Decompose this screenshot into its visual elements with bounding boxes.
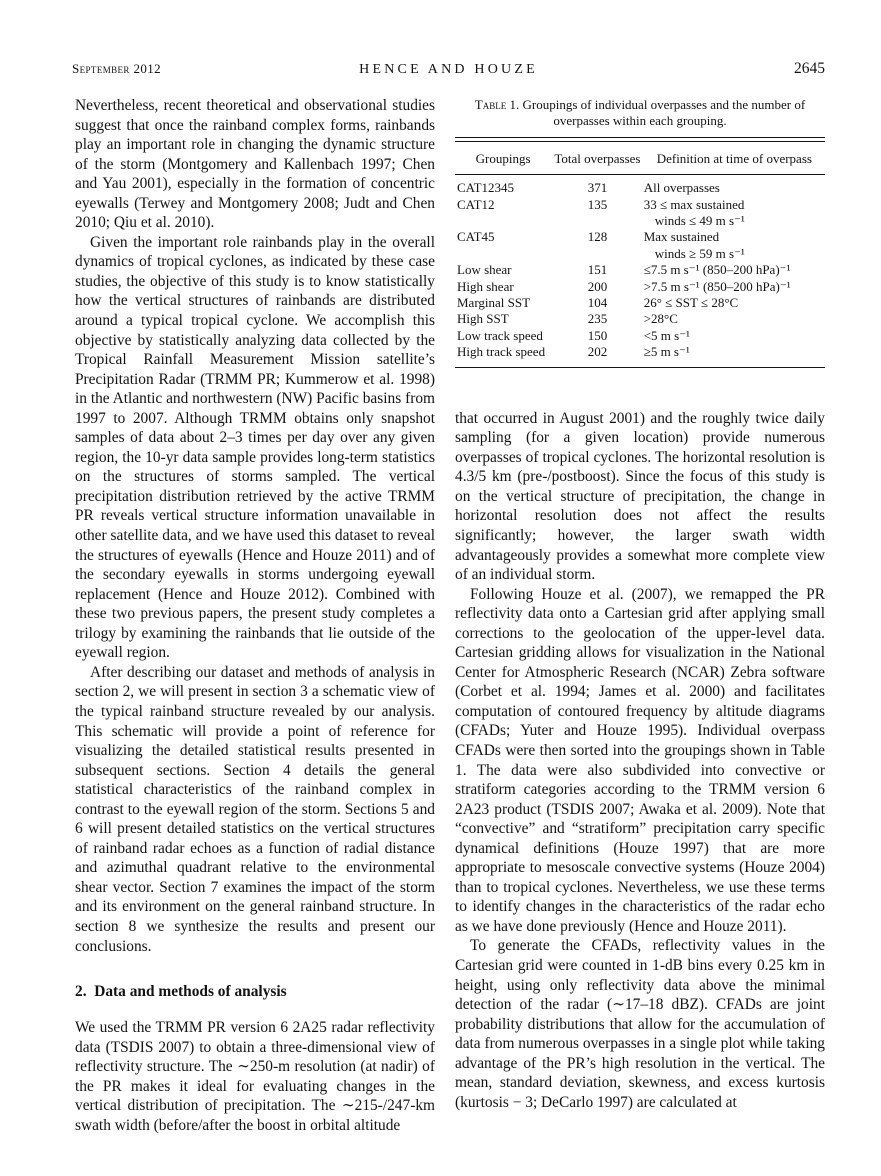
- table-caption: [463, 97, 817, 130]
- cell-total: 235: [587, 311, 608, 327]
- cell-grouping: Low shear: [457, 262, 512, 278]
- cell-total: 104: [587, 295, 608, 311]
- running-title: HENCE AND HOUZE: [359, 62, 538, 77]
- cell-grouping: CAT12: [457, 196, 495, 212]
- cell-grouping: Low track speed: [457, 327, 543, 343]
- cell-total: 128: [587, 229, 608, 245]
- paragraph: We used the TRMM PR version 6 2A25 radar reflectivity data (TSDIS 2007) to obtain a three-dimensional view of reflectivity structure. The ∼250-m resolution (at nadir) of the PR makes it ideal for evaluating changes in the vertical distribution of precipitation. The ∼215-/247-km swath width (before/after the boost in orbital altitude: [75, 1019, 435, 1134]
- body-columns: [75, 96, 825, 1135]
- table-row: [455, 279, 825, 295]
- paragraph: that occurred in August 2001) and the roughly twice daily sampling (for a given location) provide numerous overpasses of tropical cyclones. The horizontal resolution is 4.3/5 km (pre-/postboost). Since the focus of this study is on the vertical structure of precipitation, the change in horizontal resolution does not affect the results significantly; however, the larger swath width advantageously provides a somewhat more complete view of an individual storm.: [455, 409, 825, 584]
- table-row: [455, 229, 825, 262]
- table-caption-text: Groupings of individual overpasses and the number of overpasses within each grouping.: [522, 97, 806, 129]
- page-header: [72, 60, 825, 78]
- paragraph: To generate the CFADs, reflectivity values in the Cartesian grid were counted in 1-dB bins every 0.25 km in height, using only reflectivity data above the minimal detection of the radar (∼17–18 dBZ). CFADs are joint probability distributions that allow for the accumulation of data from numerous overpasses in a single plot while taking advantage of the PR’s high resolution in the vertical. The mean, standard deviation, skewness, and excess kurtosis (kurtosis − 3; DeCarlo 1997) are calculated at: [455, 937, 825, 1111]
- table-body: [455, 175, 825, 366]
- cell-total: 200: [587, 278, 608, 294]
- cell-grouping: High SST: [457, 311, 509, 327]
- table-caption-label: Table 1.: [474, 97, 520, 112]
- cell-total: 371: [587, 180, 608, 196]
- cell-definition: ≥5 m s⁻¹: [643, 344, 690, 360]
- column-header-definition: Definition at time of overpass: [656, 150, 812, 166]
- cell-definition: >7.5 m s⁻¹ (850–200 hPa)⁻¹: [643, 278, 791, 294]
- section-heading: 2. Data and methods of analysis: [75, 983, 287, 1001]
- column-header-groupings: Groupings: [475, 150, 531, 166]
- cell-definition: All overpasses: [643, 180, 720, 196]
- cell-definition: >28°C: [643, 311, 678, 327]
- table-header-row: [455, 142, 825, 174]
- table-row: [455, 180, 825, 196]
- cell-grouping: High shear: [457, 278, 514, 294]
- cell-grouping: Marginal SST: [457, 295, 531, 311]
- cell-definition: <5 m s⁻¹: [643, 327, 690, 343]
- right-column: [455, 96, 825, 1135]
- cell-total: 151: [587, 262, 608, 278]
- page-number: 2645: [794, 60, 825, 77]
- cell-grouping: CAT45: [457, 229, 495, 245]
- paragraph: Following Houze et al. (2007), we remapped the PR reflectivity data onto a Cartesian grid after applying small corrections to the geolocation of the upper-level data. Cartesian gridding allows for visualization in the National Center for Atmospheric Research (NCAR) Zebra software (Corbet et al. 1994; James et al. 2000) and facilitates computation of contoured frequency by altitude diagrams (CFADs; Yuter and Houze 1995). Individual overpass CFADs were then sorted into the groupings shown in Table 1. The data were also subdivided into convective or stratiform categories according to the TRMM version 6 2A23 product (TSDIS 2007; Awaka et al. 2009). Note that “convective” and “stratiform” precipitation carry specific dynamical definitions (Houze 1997) that are more appropriate to mesoscale convective systems (Houze 2004) than to tropical cyclones. Nevertheless, we use these terms to identify changes in the characteristics of the radar echo as we have done previously (Hence and Houze 2011).: [455, 585, 825, 935]
- cell-grouping: CAT12345: [457, 180, 515, 196]
- table-row: [455, 197, 825, 230]
- table-row: [455, 328, 825, 344]
- paragraph: Nevertheless, recent theoretical and observational studies suggest that once the rainband complex forms, rainbands play an important role in changing the dynamic structure of the storm (Montgomery and Kallenbach 1997; Chen and Yau 2001), especially in the formation of concentric eyewalls (Terwey and Montgomery 2008; Judt and Chen 2010; Qiu et al. 2010).: [75, 97, 435, 232]
- table-1: [455, 97, 825, 368]
- paragraph: After describing our dataset and methods of analysis in section 2, we will present in section 3 a schematic view of the typical rainband structure revealed by our analysis. This schematic will provide a point of reference for visualizing the detailed statistical results presented in subsequent sections. Section 4 details the general statistical characteristics of the rainband complex in contrast to the eyewall region of the storm. Sections 5 and 6 will present detailed statistics on the vertical structures of rainband radar echoes as a function of radial distance and azimuthal quadrant relative to the environmental shear vector. Section 7 examines the impact of the storm and its environment on the general rainband structure. In section 8 we synthesize the results and present our conclusions.: [75, 663, 435, 955]
- cell-total: 150: [587, 327, 608, 343]
- issue-date: September 2012: [72, 61, 162, 76]
- cell-grouping: High track speed: [457, 344, 546, 360]
- paragraph: Given the important role rainbands play in the overall dynamics of tropical cyclones, as indicated by these case studies, the objective of this study is to know statistically how the vertical structures of rainbands are distributed around a typical tropical cyclone. We accomplish this objective by statistically analyzing data collected by the Tropical Rainfall Measurement Mission satellite’s Precipitation Radar (TRMM PR; Kummerow et al. 1998) in the Atlantic and northwestern (NW) Pacific basins from 1997 to 2007. Although TRMM obtains only snapshot samples of data about 2–3 times per day over any given region, the 10-yr data sample provides long-term statistics on the structures of storms sampled. The vertical precipitation distribution retrieved by the active TRMM PR reveals vertical structure information unavailable in other satellite data, and we have used this dataset to reveal the structures of eyewalls (Hence and Houze 2011) and of the secondary eyewalls in storms undergoing eyewall replacement (Hence and Houze 2012). Combined with these two previous papers, the present study completes a trilogy by examining the rainbands that lie outside of the eyewall region.: [75, 233, 435, 662]
- cell-total: 135: [587, 196, 608, 212]
- left-column: [75, 96, 435, 1135]
- cell-definition: ≤7.5 m s⁻¹ (850–200 hPa)⁻¹: [643, 262, 791, 278]
- table-row: [455, 344, 825, 360]
- cell-definition: Max sustained winds ≥ 59 m s⁻¹: [643, 229, 745, 261]
- cell-total: 202: [587, 344, 608, 360]
- table-row: [455, 262, 825, 278]
- cell-definition: 33 ≤ max sustained winds ≤ 49 m s⁻¹: [643, 196, 745, 229]
- cell-definition: 26° ≤ SST ≤ 28°C: [643, 295, 739, 311]
- table-row: [455, 311, 825, 327]
- table-row: [455, 295, 825, 311]
- table-bottom-rule: [455, 367, 825, 368]
- column-header-total-overpasses: Total overpasses: [554, 150, 641, 166]
